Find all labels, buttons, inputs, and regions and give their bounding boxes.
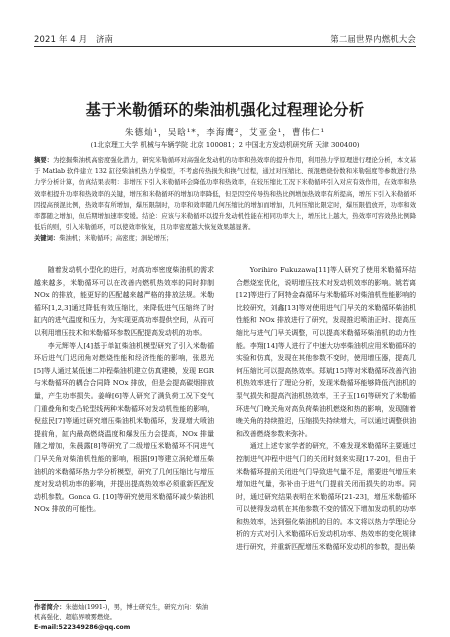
keywords-text: 柴油机；米勒循环；高密度；涡轮增压； — [59, 235, 173, 242]
footnote-rule — [34, 600, 106, 601]
running-header — [34, 33, 416, 45]
body-paragraph: Yorihiro Fukuzawa[11]等人研究了使用米勒循环结合燃烧室优化，说明增压技术对发动机效率的影响。姚若离[12]等进行了阿特金森循环与米勒循环对柴油机性能影响的比较研究，刘鑫[13]等对使用进气门早关的米勒循环柴油机性能和 NOx 排放进行了研究，发现推迟喷油正时、提高压缩比与进气门早关调整，可以提高米勒循环柴油机的动力性能。李翔[14]等人进行了中速大功率柴油机应用米勒循环的实验和仿真，发现在其他参数不变时，使用增压器，提高几何压缩比可以提高热效率。郑斌[15]等对米勒循环改善汽油机热效率进行了理论分析，发现米勒循环能够降低汽油机的泵气损失和提高汽油机热效率，王子玉[16]等研究了米勒循环进气门晚关角对高负荷柴油机燃烧和热的影响，发现随着晚关角的持续推迟，压缩损失持续增大，可以通过调整供油和改善燃烧参数来弥补。 — [236, 266, 416, 438]
footnote-label: 作者简介： — [34, 604, 66, 611]
body-paragraph: 随着发动机小型化的进行，对高功率密度柴油机的需求越来越多，米勒循环可以在改善内燃机热效率的同时抑制 NOx 的排放，能更好的匹配越来越严格的排放法规。米勒循环[1,2,3]通过降低有效压缩比，来降低进气压缩终了时缸内的进气温度和压力，为实现更高功率提供空间，从而可以利用增压技术和米勒循环参数匹配提高发动机的功率。 — [34, 266, 214, 337]
body-column-left — [34, 264, 214, 516]
body-column-right — [236, 264, 416, 554]
footnote-text: 朱德灿(1991-)，男，博士研究生，研究方向：柴油机高强化、超临界喷雾燃烧。 — [34, 604, 209, 622]
affiliation: (1北京理工大学 机械与车辆学院 北京 100081；2 中国北方发动机研究所 天津 300400) — [90, 141, 360, 149]
paper-title: 基于米勒循环的柴油机强化过程理论分析 — [85, 101, 365, 119]
body-paragraph: 李元辉等人[4]基于单缸柴油机模型研究了引入米勒循环后进气门迟闭角对燃烧性能和经济性能的影响，张恩光[5]等人通过某低速二冲程柴油机建立仿真建模，发现 EGR 与米勒循环的耦合合同降 NOx 排放，但是会提高碳烟排放量，产生功率损失。姜峰[6]等人研究了满负荷工况下变气门重叠角和变凸轮型线两种米勒循环对发动机性能的影响，倪兹民[7]等通过研究增压柴油机米勒循环，发现增大喷油提前角，缸内最高燃烧温度和爆发压力会提高，NOx 排量随之增加，朱晨露[8]等研究了二级增压米勒循环不同进气门早关角对柴油机性能的影响，根据[9]等建立涡轮增压柴油机的米勒循环热力学分析模型，研究了几何压缩比与增压度对发动机功率的影响，并提出提高热效率必须重新匹配发动机参数。Gonca G. [10]等研究使用米勒循环减少柴油机 NOx 排放的可能性。 — [34, 341, 214, 514]
author-footnote — [34, 603, 214, 634]
abstract-label: 摘要： — [34, 157, 54, 164]
keywords — [34, 234, 416, 244]
header-rule — [34, 46, 416, 47]
keywords-label: 关键词： — [34, 235, 60, 242]
abstract — [34, 155, 416, 233]
header-date: 2021 年 4 月 济南 — [34, 34, 114, 44]
header-conference: 第二届世界内燃机大会 — [330, 34, 416, 44]
body-paragraph: 通过上述专家学者的研究，不难发现米勒循环主要通过控制进气冲程中进气门的关闭时刻来实现[17-20]，但由于米勒循环提前关闭进气门导致进气量不足，需要进气增压来增加进气量，弥补由于进气门提前关闭而损失的功率。同时，通过研究结果表明在米勒循环[21-23]，增压米勒循环可以使得发动机在其他参数不变的情况下增加发动机的功率和热效率，达到强化柴油机的目的。本文将以热力学理论分析的方式对引入米勒循环后发动机功率、热效率的变化规律进行研究，并重新匹配增压米勒循环发动机的参数，提出柴 — [236, 442, 416, 552]
author-list: 朱德灿¹，吴晗¹*，李海鹰²，艾亚金¹，曹伟仁¹ — [124, 128, 326, 138]
footnote-email: E-mail:522349286@qq.com — [34, 624, 131, 632]
abstract-text: 为挖掘柴油机高密度强化潜力，研究米勒循环对高强化发动机的功率和热效率的提升作用，利用热力学原理进行理论分析，本文基于 Matlab 软件建立 132 缸径柴油机热力学模型，不考虑传热损失和换气过程，通过对压缩比、预混燃烧份数和米勒强度等参数进行热力学分析计算，仿真结果表明：非增压下引入米勒循环会降低功率和热效率，在较压缩比工况下米勒循环引入对应有效作用，在效率和热效率相提升功率和热效率的关键，增压和米勒循环的增加功率降低，但是因空传导热和热比例增加热效率有所提高，增压下引入米勒循环因提高预混比例，热效率有所增加，爆压限制时，功率和效率随几何压缩比的增加而增加，几何压缩比限定时，爆压限值放开，功率和效率都随之增加，但后期增加速率变缓。结论：应该与米勒循环以提升发动机性能在相同功率大上，增压比上越大，热效率可容效热比例降低后的则，引入米勒循环，可以使效率恢复，且功率密度越大恢复效果越显著。 — [34, 157, 417, 232]
